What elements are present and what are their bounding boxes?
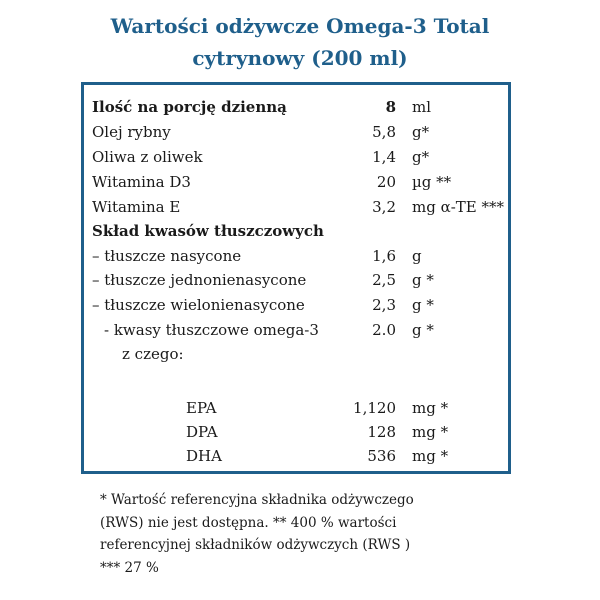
row-label: – tłuszcze jednonienasycone [92,271,307,289]
row-unit: mg * [412,399,449,417]
nutrition-table [81,82,511,474]
row-unit: g [412,247,422,265]
row-label: Olej rybny [92,123,171,141]
row-value: 3,2 [372,198,396,216]
title-line-1: Wartości odżywcze Omega-3 Total [110,14,490,38]
row-label: EPA [186,399,217,417]
row-label: Witamina E [92,198,181,216]
footnote-line-4: *** 27 % [100,559,159,576]
row-label: Witamina D3 [92,173,191,191]
row-label: – tłuszcze wielonienasycone [92,296,305,314]
row-unit: mg * [412,423,449,441]
row-value: 1,4 [372,148,396,166]
row-value: 8 [385,98,396,116]
footnote-line-3: referencyjnej składników odżywczych (RWS ) [100,537,411,553]
row-value: 20 [376,173,396,191]
row-value: 1,6 [372,247,396,265]
row-label: z czego: [122,345,184,363]
section-heading: Skład kwasów tłuszczowych [92,222,324,240]
row-unit: g * [412,296,434,314]
row-value: 2,3 [372,296,396,314]
footnote-line-1: * Wartość referencyjna składnika odżywczego [100,492,414,508]
row-label: - kwasy tłuszczowe omega-3 [104,321,319,339]
row-value: 2,5 [372,271,396,289]
row-label: DHA [186,447,222,465]
row-unit: g* [412,148,430,166]
row-unit: g* [412,123,430,141]
row-label: DPA [186,423,218,441]
row-label: – tłuszcze nasycone [92,247,242,265]
row-unit: g * [412,321,434,339]
row-value: 128 [367,423,396,441]
row-value: 5,8 [372,123,396,141]
row-unit: ml [412,98,432,116]
page-title [0,10,600,74]
title-line-2: cytrynowy (200 ml) [192,46,408,70]
row-value: 2.0 [372,321,396,339]
row-label: Ilość na porcję dzienną [92,98,287,116]
row-label: Oliwa z oliwek [92,148,203,166]
footnote [100,489,480,579]
row-value: 536 [367,447,396,465]
row-unit: mg * [412,447,449,465]
footnote-line-2: (RWS) nie jest dostępna. ** 400 % wartości [100,514,397,531]
row-unit: µg ** [412,173,452,191]
row-value: 1,120 [353,399,396,417]
row-unit: g * [412,271,434,289]
row-unit: mg α-TE *** [412,198,505,216]
